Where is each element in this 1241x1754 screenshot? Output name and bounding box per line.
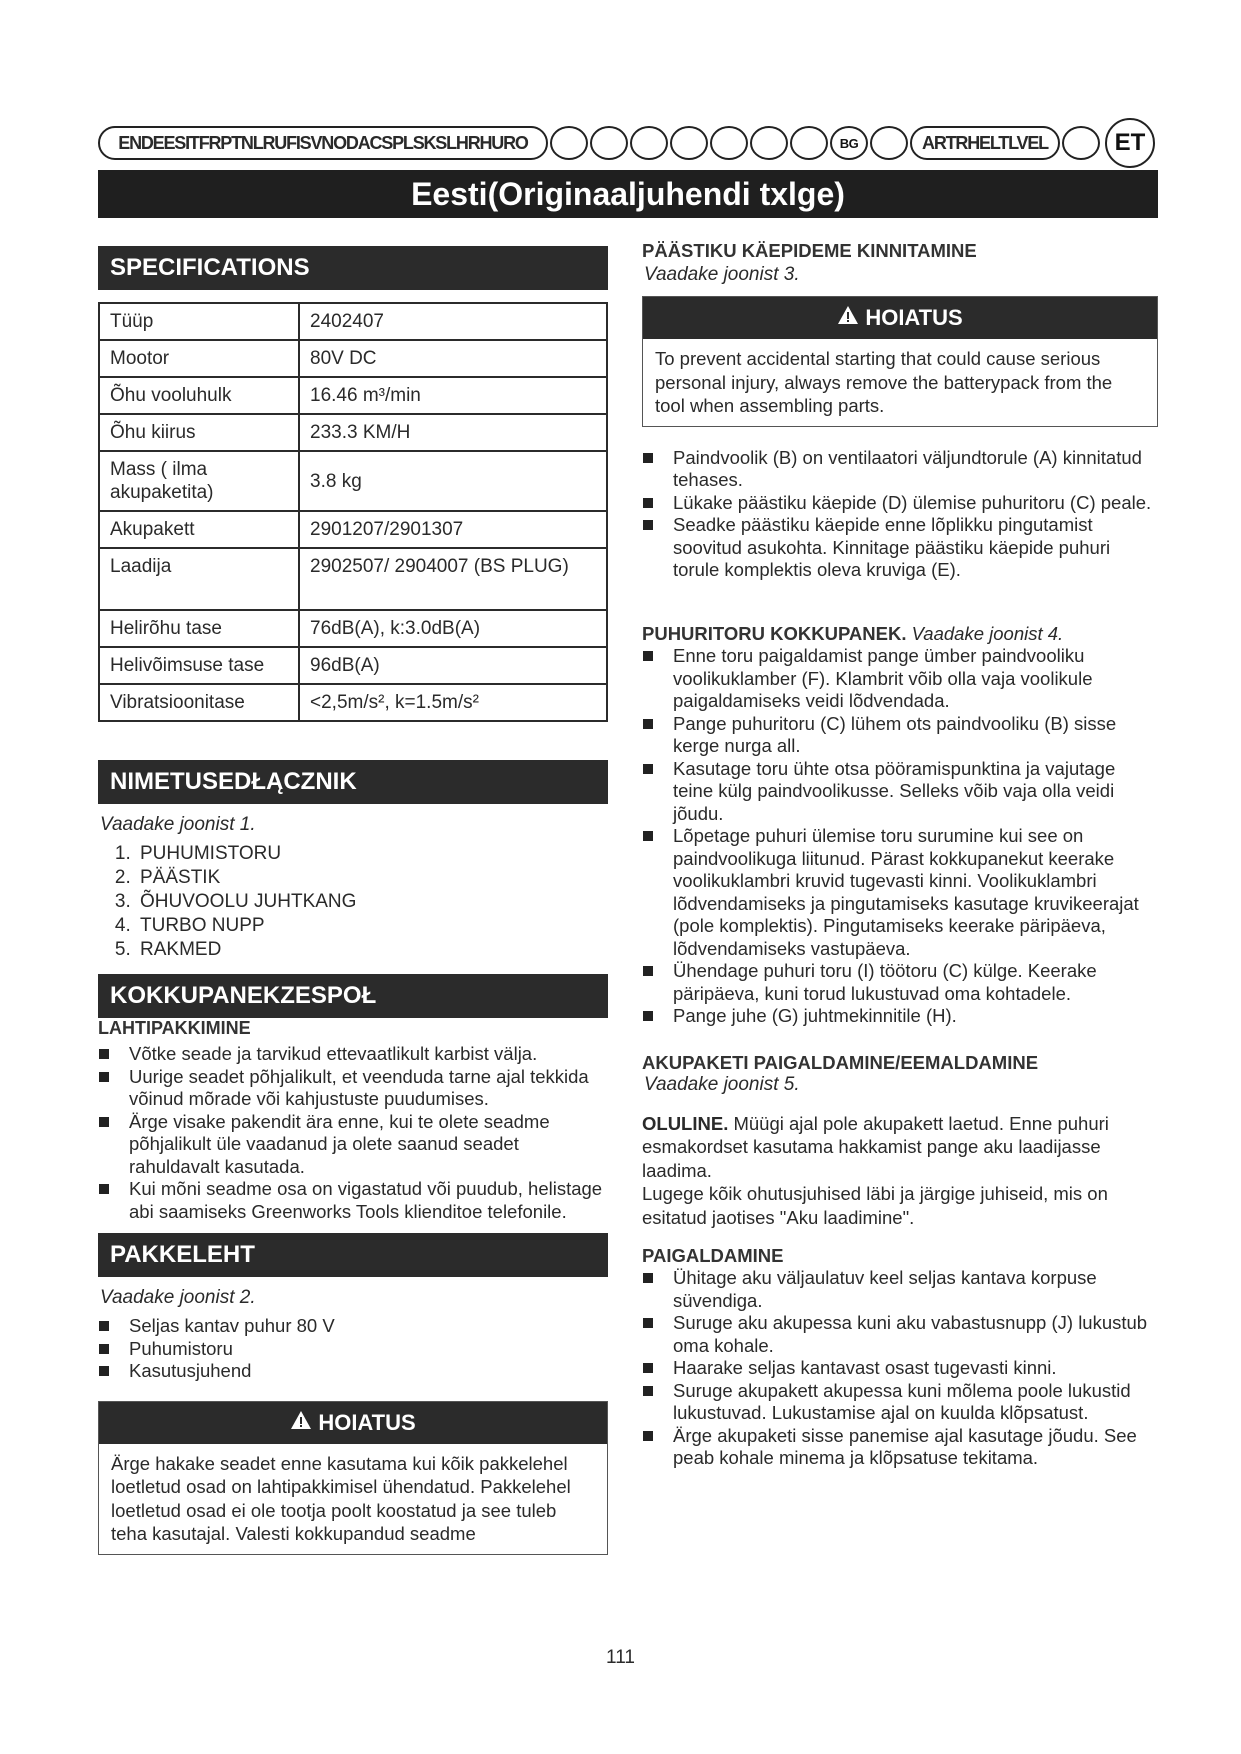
warning-triangle-icon [837, 305, 859, 331]
table-row [99, 303, 607, 340]
list-item: Seljas kantav puhur 80 V [98, 1315, 608, 1338]
important-text: Müügi ajal pole akupakett laetud. Enne puhuri esmakordset kasutama hakkamist pange aku laadijasse laadima. [642, 1112, 1109, 1181]
kokkupanek-heading: KOKKUPANEKZESPOŁ [98, 974, 608, 1018]
table-row [99, 377, 607, 414]
lang-tab-empty[interactable] [670, 126, 708, 160]
list-item: Puhumistoru [98, 1338, 608, 1361]
table-row [99, 610, 607, 647]
list-item: Pange juhe (G) juhtmekinnitile (H). [642, 1005, 1158, 1028]
right-column [642, 240, 1158, 1470]
spec-value: 2902507/ 2904007 (BS PLUG) [299, 548, 607, 610]
list-item: 4. TURBO NUPP [136, 914, 608, 938]
spec-key: Helirõhu tase [99, 610, 299, 647]
spec-value: 76dB(A), k:3.0dB(A) [299, 610, 607, 647]
section-heading: PUHURITORU KOKKUPANEK. [642, 622, 907, 644]
language-tabs [98, 122, 1153, 166]
page-title: Eesti(Originaaljuhendi txlge) [98, 170, 1158, 218]
warning-box [98, 1401, 608, 1555]
lang-tab-empty[interactable] [550, 126, 588, 160]
table-row [99, 451, 607, 511]
figure-reference: Vaadake joonist 4. [911, 622, 1064, 644]
paragraph: Lugege kõik ohutusjuhised läbi ja järgige juhiseid, mis on esitatud jaotises "Aku laadimine". [642, 1183, 1108, 1228]
list-item: Paindvoolik (B) on ventilaatori väljundtorule (A) kinnitatud tehases. [642, 447, 1158, 492]
lang-tab-empty[interactable] [1062, 126, 1100, 160]
list-item: 1. PUHUMISTORU [136, 842, 608, 866]
list-item: 5. RAKMED [136, 938, 608, 962]
spec-key: Helivõimsuse tase [99, 647, 299, 684]
list-item: Ärge akupaketi sisse panemise ajal kasutage jõudu. See peab kohale minema ja klõpsatuse tekitama. [642, 1425, 1158, 1470]
spec-value: 233.3 KM/H [299, 414, 607, 451]
warning-header [643, 297, 1157, 339]
warning-text: Ärge hakake seadet enne kasutama kui kõik pakkelehel loetletud osad on lahtipakkimisel ühendatud. Pakkelehel loetletud osad ei ole tootja poolt koostatud ja see tuleb teha kasutajal. Valesti kokkupandud seadme [111, 1452, 571, 1544]
list-item: Ühitage aku väljaulatuv keel seljas kantava korpuse süvendiga. [642, 1267, 1158, 1312]
unpacking-list [98, 1043, 608, 1223]
list-item: Suruge aku akupessa kuni aku vabastusnupp (J) lukustub oma kohale. [642, 1312, 1158, 1357]
figure-reference: Vaadake joonist 3. [644, 264, 800, 285]
battery-install-list [642, 1267, 1158, 1470]
spec-value: <2,5m/s², k=1.5m/s² [299, 684, 607, 721]
list-item: Enne toru paigaldamist pange ümber paindvooliku voolikuklamber (F). Klambrit võib olla vaja voolikule paigaldamiseks veidi lõdvendada. [642, 645, 1158, 713]
list-item: Ärge visake pakendit ära enne, kui te olete seadme põhjalikult üle vaadanud ja olete saanud seadet rahuldavalt kasutada. [98, 1111, 608, 1179]
tube-assembly-list [642, 645, 1158, 1028]
warning-header [99, 1402, 607, 1444]
list-item: Lõpetage puhuri ülemise toru surumine kui see on paindvoolikuga liitunud. Pärast kokkupanekut keerake voolikuklambri kruvid tugevasti kinni. Voolikuklambri lõdvendamiseks ja pingutamiseks kasutage kruvikeerajat (pole komplektis). Pingutamiseks keerake päripäeva, lõdvendamiseks vastupäeva. [642, 825, 1158, 960]
spec-key: Mass ( ilma akupaketita) [99, 451, 299, 511]
list-item: 2. PÄÄSTIK [136, 866, 608, 890]
spec-key: Vibratsioonitase [99, 684, 299, 721]
handle-list [642, 447, 1158, 582]
list-item: Seadke päästiku käepide enne lõplikku pingutamist soovitud asukohta. Kinnitage päästiku käepide puhuri torule komplektis oleva kruviga (E). [642, 514, 1158, 582]
warning-title: HOIATUS [865, 305, 963, 330]
warning-title: HOIATUS [318, 1409, 416, 1435]
spec-key: Tüüp [99, 303, 299, 340]
subheading: LAHTIPAKKIMINE [98, 1018, 251, 1038]
subheading: PAIGALDAMINE [642, 1245, 784, 1266]
spec-key: Laadija [99, 548, 299, 610]
lang-tab-empty[interactable] [710, 126, 748, 160]
lang-tab-group-left[interactable]: ENDEESITFRPTNLRUFISVNODACSPLSKSLHRHURO [98, 126, 548, 160]
important-label: OLULINE. [642, 1112, 729, 1134]
packing-list [98, 1315, 608, 1383]
pakkeleht-heading: PAKKELEHT [98, 1233, 608, 1277]
list-item: 3. ÕHUVOOLU JUHTKANG [136, 890, 608, 914]
lang-tab-empty[interactable] [790, 126, 828, 160]
lang-tab-bg[interactable]: BG [830, 126, 868, 160]
list-item: Pange puhuritoru (C) lühem ots paindvooliku (B) sisse kerge nurga all. [642, 713, 1158, 758]
nimetused-heading: NIMETUSEDŁĄCZNIK [98, 760, 608, 804]
list-item: Kasutage toru ühte otsa pööramispunktina ja vajutage teine külg paindvoolikusse. Selleks võib vaja olla veidi jõudu. [642, 758, 1158, 826]
list-item: Lükake päästiku käepide (D) ülemise puhuritoru (C) peale. [642, 492, 1158, 515]
warning-triangle-icon [290, 1410, 312, 1436]
lang-tab-empty[interactable] [590, 126, 628, 160]
table-row [99, 684, 607, 721]
spec-key: Õhu kiirus [99, 414, 299, 451]
list-item: Kui mõni seadme osa on vigastatud või puudub, helistage abi saamiseks Greenworks Tools klienditoe telefonile. [98, 1178, 608, 1223]
figure-reference: Vaadake joonist 1. [100, 814, 256, 835]
figure-reference: Vaadake joonist 5. [644, 1073, 800, 1095]
specifications-heading: SPECIFICATIONS [98, 246, 608, 290]
list-item: Võtke seade ja tarvikud ettevaatlikult karbist välja. [98, 1043, 608, 1066]
list-item: Suruge akupakett akupessa kuni mõlema poole lukustid lukustuvad. Lukustamise ajal on kuulda klõpsatust. [642, 1380, 1158, 1425]
spec-key: Akupakett [99, 511, 299, 548]
important-note [642, 1112, 1158, 1183]
lang-tab-et-active[interactable]: ET [1105, 118, 1155, 168]
page-number: 111 [606, 1647, 635, 1668]
list-item: Ühendage puhuri toru (I) töötoru (C) külge. Keerake päripäeva, kuni torud lukustuvad oma kohtadele. [642, 960, 1158, 1005]
spec-value: 2901207/2901307 [299, 511, 607, 548]
section-heading: AKUPAKETI PAIGALDAMINE/EEMALDAMINE [642, 1051, 1039, 1073]
lang-tab-group-right[interactable]: ARTRHELTLVEL [910, 126, 1060, 160]
spec-value: 3.8 kg [299, 451, 607, 511]
lang-tab-empty[interactable] [750, 126, 788, 160]
warning-text: To prevent accidental starting that could cause serious personal injury, always remove the batterypack from the tool when assembling parts. [655, 348, 1113, 416]
section-heading-line [642, 622, 1158, 646]
table-row [99, 511, 607, 548]
table-row [99, 414, 607, 451]
list-item: Kasutusjuhend [98, 1360, 608, 1383]
spec-value: 2402407 [299, 303, 607, 340]
specifications-table [98, 302, 608, 722]
list-item: Uurige seadet põhjalikult, et veenduda tarne ajal tekkida võinud mõrade või kahjustuste puudumises. [98, 1066, 608, 1111]
spec-value: 96dB(A) [299, 647, 607, 684]
spec-key: Mootor [99, 340, 299, 377]
section-heading: PÄÄSTIKU KÄEPIDEME KINNITAMINE [642, 240, 977, 261]
spec-key: Õhu vooluhulk [99, 377, 299, 414]
parts-list [98, 842, 608, 962]
lang-tab-empty[interactable] [870, 126, 908, 160]
table-row [99, 340, 607, 377]
left-column [98, 246, 608, 1555]
lang-tab-empty[interactable] [630, 126, 668, 160]
table-row [99, 548, 607, 610]
spec-value: 80V DC [299, 340, 607, 377]
spec-value: 16.46 m³/min [299, 377, 607, 414]
figure-reference: Vaadake joonist 2. [100, 1287, 256, 1308]
list-item: Haarake seljas kantavast osast tugevasti kinni. [642, 1357, 1158, 1380]
table-row [99, 647, 607, 684]
warning-box [642, 296, 1158, 427]
